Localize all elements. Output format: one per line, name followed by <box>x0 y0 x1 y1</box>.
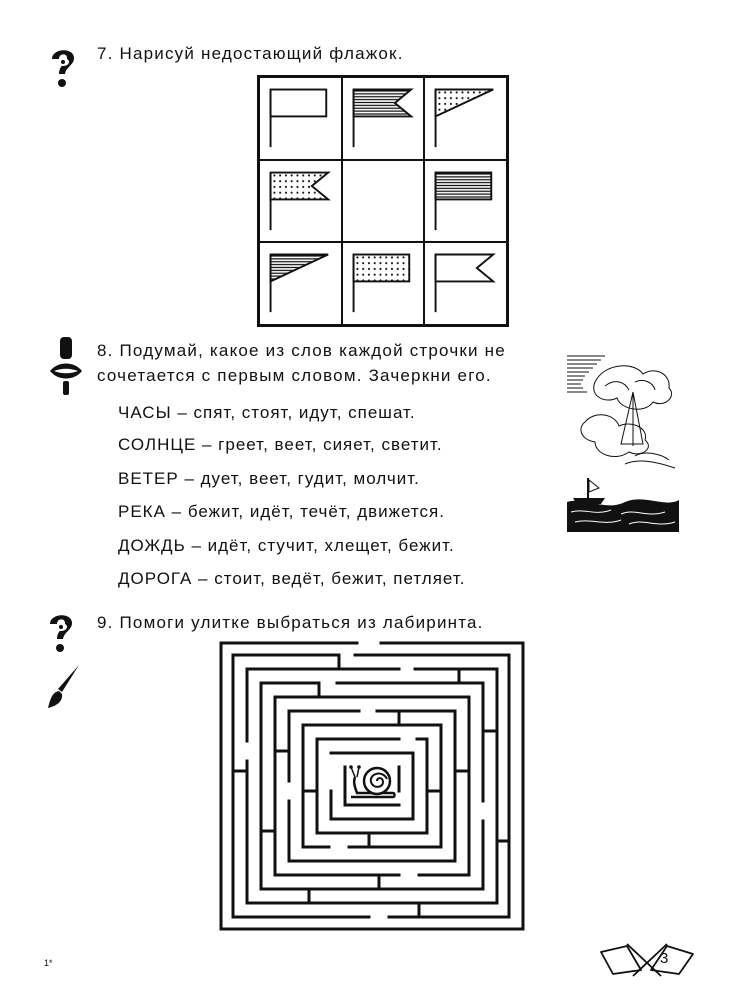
word-row: СОЛНЦЕ – греет, веет, сияет, светит. <box>118 435 443 454</box>
flag-notched-empty <box>425 243 506 324</box>
task8-title-line2: сочетается с первым словом. Зачеркни его. <box>97 366 492 385</box>
flag-notched-striped <box>343 78 424 159</box>
flag-cell-1-3 <box>424 77 507 160</box>
word-row: ДОЖДЬ – идёт, стучит, хлещет, бежит. <box>118 536 455 555</box>
task9-title: 9. Помоги улитке выбраться из лабиринта. <box>97 613 484 632</box>
word-row: ЧАСЫ – спят, стоят, идут, спешат. <box>118 403 416 422</box>
task8-title-line1: 8. Подумай, какое из слов каждой строчки не <box>97 341 506 360</box>
flag-cell-3-3 <box>424 242 507 325</box>
flag-rectangle-empty <box>260 78 341 159</box>
word-row: ВЕТЕР – дует, веет, гудит, молчит. <box>118 469 420 488</box>
flag-triangle-dotted <box>425 78 506 159</box>
word-row: РЕКА – бежит, идёт, течёт, движется. <box>118 502 445 521</box>
flag-triangle-striped <box>260 243 341 324</box>
snail-icon <box>349 763 397 803</box>
sea-sky-illustration <box>565 352 680 532</box>
paintbrush-icon <box>46 662 82 710</box>
flag-cell-3-2 <box>342 242 425 325</box>
question-eye-icon <box>46 610 76 655</box>
flag-cell-3-1 <box>259 242 342 325</box>
flag-rectangle-striped <box>425 161 506 242</box>
maze <box>219 641 525 931</box>
flag-cell-2-3 <box>424 160 507 243</box>
flag-cell-2-2-missing[interactable] <box>342 160 425 243</box>
flag-cell-2-1 <box>259 160 342 243</box>
word-row: ДОРОГА – стоит, ведёт, бежит, петляет. <box>118 569 466 588</box>
question-eye-icon <box>48 45 78 90</box>
page-number: 3 <box>660 950 669 967</box>
footnote: 1* <box>44 958 53 968</box>
flag-cell-1-1 <box>259 77 342 160</box>
flag-grid <box>257 75 509 327</box>
flag-rectangle-dotted <box>343 243 424 324</box>
flag-notched-dotted <box>260 161 341 242</box>
flag-cell-1-2 <box>342 77 425 160</box>
task7-title: 7. Нарисуй недостающий флажок. <box>97 44 404 63</box>
crossed-flags-page-icon <box>597 940 697 978</box>
mouth-icon <box>48 335 84 397</box>
